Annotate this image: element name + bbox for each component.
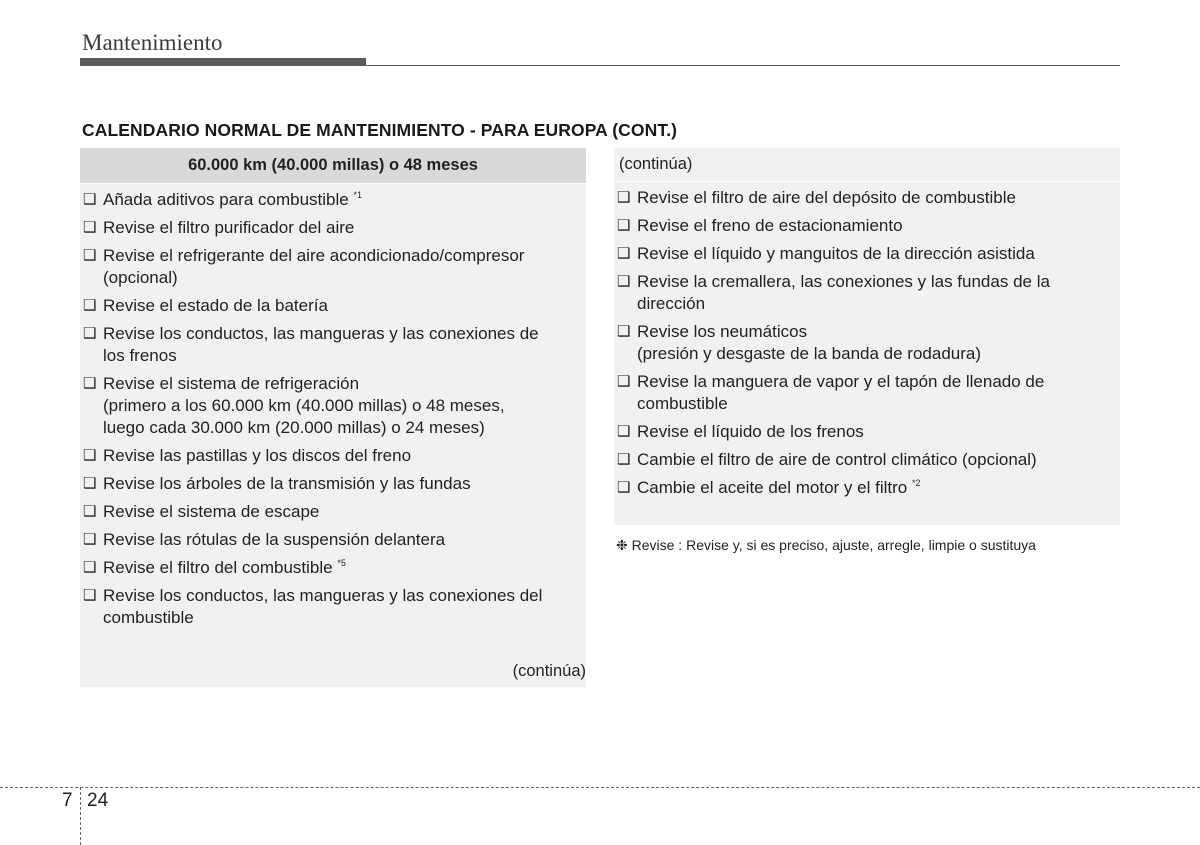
checklist-item-text — [103, 473, 580, 495]
checkbox-icon: ❑ — [617, 323, 631, 340]
checklist-item-line: (opcional) — [103, 268, 178, 287]
checklist-item-line: Revise las pastillas y los discos del freno — [103, 446, 412, 465]
checklist-item-text — [637, 477, 1114, 499]
checklist-item-text — [637, 187, 1114, 209]
checklist-item — [614, 215, 1120, 243]
footnote-marker: *5 — [337, 558, 346, 568]
footer-vertical-rule — [80, 787, 81, 845]
checklist-item-text — [103, 245, 580, 289]
right-column-header: (continúa) — [614, 148, 1120, 182]
checklist-item-line: Revise los árboles de la transmisión y las fundas — [103, 474, 471, 493]
checklist-item — [80, 189, 586, 217]
checklist-item — [80, 473, 586, 501]
checklist-item-line: Revise el filtro del combustible — [103, 558, 333, 577]
checklist-item-line: Revise los conductos, las mangueras y las conexiones de — [103, 324, 539, 343]
checklist-item-line: Revise el estado de la batería — [103, 296, 328, 315]
right-checklist — [614, 182, 1120, 505]
checklist-item-line: Revise el sistema de refrigeración — [103, 374, 360, 393]
left-column-header: 60.000 km (40.000 millas) o 48 meses — [80, 148, 586, 184]
checkbox-icon: ❑ — [83, 247, 97, 264]
checklist-item-text — [637, 421, 1114, 443]
header-rule — [366, 65, 1120, 66]
checklist-item — [614, 321, 1120, 371]
checklist-item — [614, 243, 1120, 271]
checklist-item — [614, 477, 1120, 505]
checklist-item-line: Revise el líquido y manguitos de la dirección asistida — [637, 244, 1035, 263]
checkbox-icon: ❑ — [83, 219, 97, 236]
checklist-item-text — [637, 243, 1114, 265]
checklist-item-line: Revise el filtro purificador del aire — [103, 218, 355, 237]
checklist-item-line: Revise el sistema de escape — [103, 502, 320, 521]
checklist-item-line: Revise el freno de estacionamiento — [637, 216, 903, 235]
checklist-item-text — [103, 323, 580, 367]
right-maintenance-column — [614, 148, 1120, 525]
checklist-item-line: Revise el refrigerante del aire acondicionado/compresor — [103, 246, 525, 265]
checkbox-icon: ❑ — [83, 297, 97, 314]
checklist-item — [614, 271, 1120, 321]
checklist-item-text — [103, 295, 580, 317]
checklist-item — [80, 501, 586, 529]
left-maintenance-column — [80, 148, 586, 687]
checklist-item-line: Añada aditivos para combustible — [103, 190, 349, 209]
checklist-item — [80, 245, 586, 295]
checklist-item-line: Revise las rótulas de la suspensión delantera — [103, 530, 446, 549]
checklist-item-text — [103, 501, 580, 523]
checklist-item-text — [103, 529, 580, 551]
checkbox-icon: ❑ — [83, 559, 97, 576]
left-checklist — [80, 184, 586, 635]
checkbox-icon: ❑ — [83, 503, 97, 520]
checklist-item — [614, 449, 1120, 477]
checklist-item-text — [103, 217, 580, 239]
checklist-item — [614, 371, 1120, 421]
checklist-item-text — [637, 321, 1114, 365]
checklist-item — [80, 585, 586, 635]
checklist-item — [80, 557, 586, 585]
checkbox-icon: ❑ — [617, 373, 631, 390]
checklist-item-line: combustible — [637, 394, 728, 413]
checklist-item-text — [637, 215, 1114, 237]
checkbox-icon: ❑ — [617, 245, 631, 262]
footnote-marker: *1 — [353, 190, 362, 200]
checklist-item — [80, 373, 586, 445]
checklist-item — [614, 421, 1120, 449]
checklist-item-text — [637, 271, 1114, 315]
checkbox-icon: ❑ — [617, 189, 631, 206]
checklist-item — [614, 187, 1120, 215]
checklist-item-line: dirección — [637, 294, 706, 313]
checklist-item-line: Cambie el aceite del motor y el filtro — [637, 478, 908, 497]
checkbox-icon: ❑ — [83, 375, 97, 392]
header-bar — [80, 58, 366, 66]
checkbox-icon: ❑ — [83, 447, 97, 464]
checklist-item-text — [103, 373, 580, 439]
checklist-item-text — [103, 557, 580, 579]
checklist-item-line: Revise la cremallera, las conexiones y las fundas de la — [637, 272, 1050, 291]
checklist-item-text — [103, 445, 580, 467]
checkbox-icon: ❑ — [617, 479, 631, 496]
checkbox-icon: ❑ — [83, 475, 97, 492]
checklist-item-line: luego cada 30.000 km (20.000 millas) o 24 meses) — [103, 418, 485, 437]
checklist-item-text — [637, 371, 1114, 415]
checklist-item — [80, 323, 586, 373]
checkbox-icon: ❑ — [83, 531, 97, 548]
footer-dashed-rule — [0, 787, 1200, 788]
page-number: 24 — [87, 790, 109, 811]
checkbox-icon: ❑ — [617, 423, 631, 440]
footnote: ❉ Revise : Revise y, si es preciso, ajuste, arregle, limpie o sustituya — [616, 537, 1036, 553]
checklist-item-line: Revise los neumáticos — [637, 322, 808, 341]
checklist-item-line: Cambie el filtro de aire de control climático (opcional) — [637, 450, 1037, 469]
page-header-title: Mantenimiento — [82, 30, 223, 55]
checklist-item — [80, 529, 586, 557]
checklist-item-line: Revise los conductos, las mangueras y las conexiones del — [103, 586, 543, 605]
checklist-item-line: Revise el líquido de los frenos — [637, 422, 864, 441]
footnote-marker: *2 — [911, 478, 921, 488]
checkbox-icon: ❑ — [83, 587, 97, 604]
section-heading: CALENDARIO NORMAL DE MANTENIMIENTO - PARA EUROPA (CONT.) — [82, 120, 678, 140]
checklist-item — [80, 445, 586, 473]
checklist-item-text — [637, 449, 1114, 471]
checkbox-icon: ❑ — [617, 451, 631, 468]
checklist-item-line: los frenos — [103, 346, 177, 365]
checklist-item-line: (presión y desgaste de la banda de rodadura) — [637, 344, 982, 363]
checklist-item — [80, 295, 586, 323]
checklist-item-line: combustible — [103, 608, 194, 627]
checklist-item — [80, 217, 586, 245]
chapter-number: 7 — [62, 790, 73, 811]
checklist-item-line: Revise el filtro de aire del depósito de combustible — [637, 188, 1016, 207]
checkbox-icon: ❑ — [617, 273, 631, 290]
checklist-item-line: (primero a los 60.000 km (40.000 millas) o 48 meses, — [103, 396, 505, 415]
continua-label: (continúa) — [512, 662, 586, 680]
checkbox-icon: ❑ — [83, 325, 97, 342]
checkbox-icon: ❑ — [617, 217, 631, 234]
checkbox-icon: ❑ — [83, 191, 97, 208]
checklist-item-line: Revise la manguera de vapor y el tapón de llenado de — [637, 372, 1045, 391]
checklist-item-text — [103, 585, 580, 629]
checklist-item-text — [103, 189, 580, 211]
